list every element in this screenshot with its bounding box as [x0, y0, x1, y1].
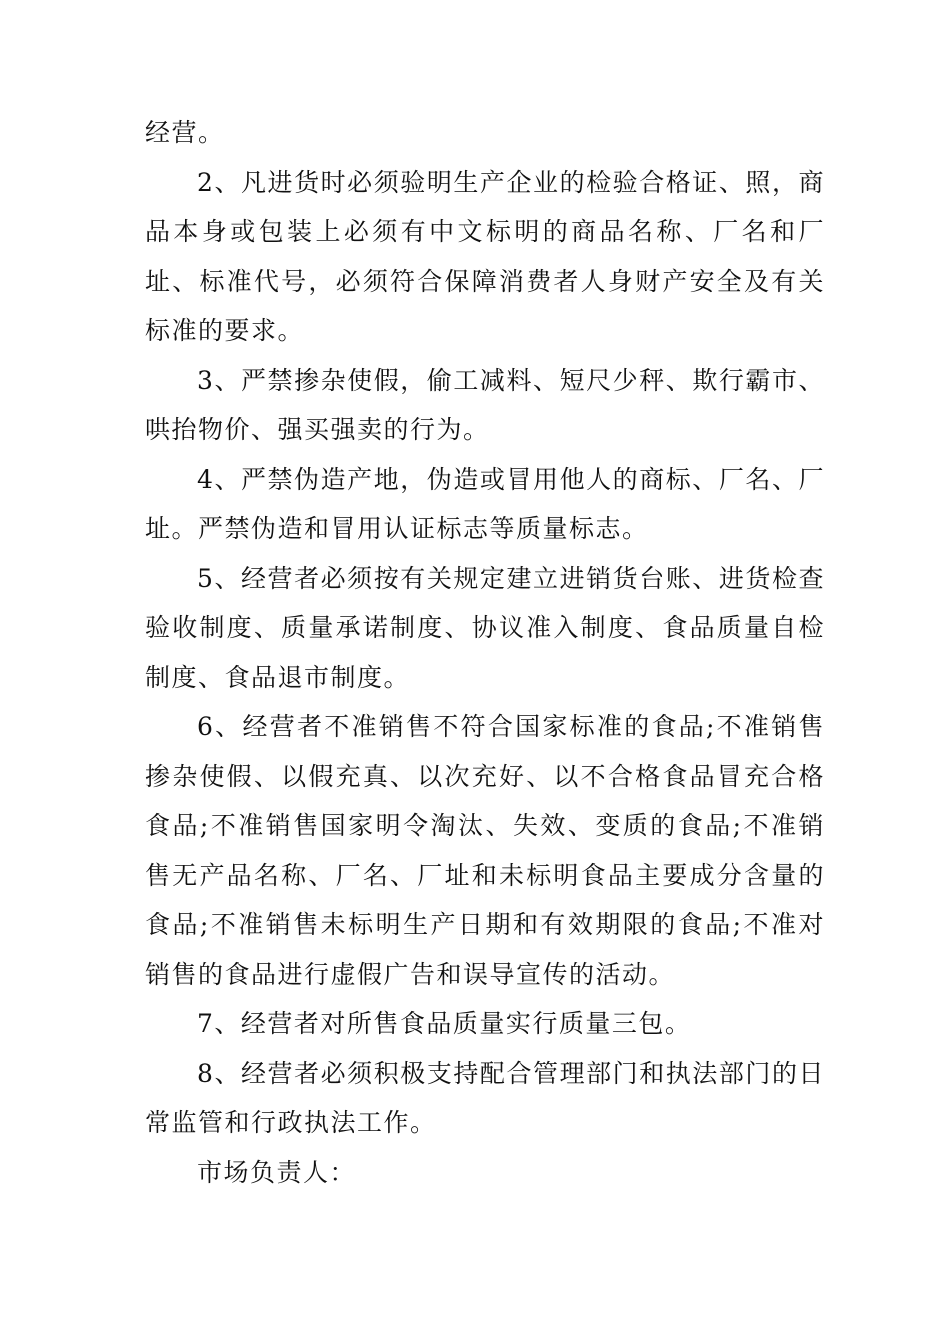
paragraph-item-3: 3、严禁掺杂使假，偷工减料、短尺少秤、欺行霸市、哄抬物价、强买强卖的行为。 — [145, 365, 825, 444]
paragraph-item-4: 4、严禁伪造产地，伪造或冒用他人的商标、厂名、厂址。严禁伪造和冒用认证标志等质量标志。 — [145, 464, 825, 543]
signature-line: 市场负责人： — [197, 1157, 357, 1187]
paragraph-continued: 经营。 — [145, 118, 225, 147]
paragraph-item-5: 5、经营者必须按有关规定建立进销货台账、进货检查验收制度、质量承诺制度、协议准入制度、食品质量自检制度、食品退市制度。 — [145, 563, 825, 692]
paragraph-item-6: 6、经营者不准销售不符合国家标准的食品;不准销售掺杂使假、以假充真、以次充好、以不合格食品冒充合格食品;不准销售国家明令淘汰、失效、变质的食品;不准销售无产品名称、厂名、厂址和未标明食品主要成分含量的食品;不准销售未标明生产日期和有效期限的食品;不准对销售的食品进行虚假广告和误导宣传的活动。 — [145, 712, 825, 989]
paragraph-item-7: 7、经营者对所售食品质量实行质量三包。 — [197, 1009, 692, 1038]
document-body — [145, 108, 825, 1197]
paragraph-item-2: 2、凡进货时必须验明生产企业的检验合格证、照，商品本身或包装上必须有中文标明的商品名称、厂名和厂址、标准代号，必须符合保障消费者人身财产安全及有关标准的要求。 — [145, 167, 825, 345]
paragraph-item-8: 8、经营者必须积极支持配合管理部门和执法部门的日常监管和行政执法工作。 — [145, 1058, 825, 1137]
